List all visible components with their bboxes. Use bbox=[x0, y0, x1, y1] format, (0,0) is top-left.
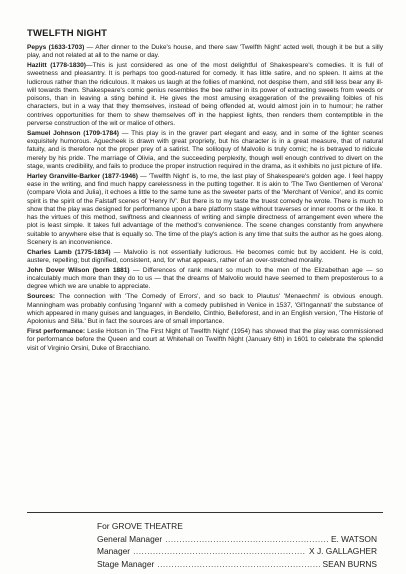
quote-hazlitt bbox=[27, 62, 383, 128]
quote-author: Harley Granville-Barker (1877-1946) bbox=[27, 172, 138, 180]
quote-text: —This is just considered as one of the most delightful of Shakespeare's comedies. It is full of sweetness and pleasantry. It is perhaps too good-natured for comedy. It has little satire, and no spleen. It aims at the ludicrous rather than the ridiculous. It makes us laugh at the follies of mankind, not despise them, and still less bear any ill-will towards them. Shakespeare's comic genius resembles the bee rather in its power of extracting sweets from weeds or poisons, than in leaving a sting behind it. He gives the most amusing exaggeration of the prevailing foibles of his characters, but in a way that they themselves, instead of being offended at, would almost join in to humour; he rather contrives opportunities for them to shew themselves off in the happiest lights, then renders them contemptible in the perverse construction of the wit or malice of others. bbox=[27, 62, 383, 127]
credit-row-stage-manager bbox=[97, 558, 377, 571]
leader-dots bbox=[133, 545, 306, 558]
credits-heading: For GROVE THEATRE bbox=[97, 521, 183, 531]
credit-role: Manager bbox=[97, 546, 131, 557]
section-text: Leslie Hotson in 'The First Night of Twelfth Night' (1954) has showed that the play was commissioned for performance before the Queen and court at Whitehall on Twelfth Night (January 6th) in 1601 to celebrate the splendid visit of Virginio Orsini, Duke of Bracchiano. bbox=[27, 328, 383, 352]
page-title: TWELFTH NIGHT bbox=[27, 28, 108, 39]
quote-author: Charles Lamb (1775-1834) bbox=[27, 248, 111, 256]
section-label: First performance: bbox=[27, 328, 86, 336]
first-performance-note bbox=[27, 328, 383, 353]
quote-author: Hazlitt (1778-1830) bbox=[27, 62, 86, 70]
quote-dover-wilson bbox=[27, 267, 383, 292]
quote-lamb bbox=[27, 249, 383, 266]
divider bbox=[27, 512, 383, 513]
leader-dots bbox=[165, 533, 328, 546]
credit-row-general-manager bbox=[97, 533, 377, 546]
credit-name: X J. GALLAGHER bbox=[309, 546, 377, 557]
quote-text: — 'Twelfth Night' is, to me, the last play of Shakespeare's golden age. I feel happy ease in the writing, and find much happy carelessness in the putting together. It is akin to 'The Two Gentlemen of Verona' (compare Viola and Julia), it echoes a little to the same tune as the sweeter parts of the 'Merchant of Venice', and its comic spirit is the spirit of the Falstaff scenes of 'Henry IV'. But there is to my taste the truest comedy he wrote. There is much to show that the play was designed for performance upon a bare platform stage without traverses or inner rooms or the like. It has the virtues of this method, swiftness and cleanness of writing and simple directness of arrangement even where the plot is least simple. It takes full advantage of the method's convenience. The scene changes constantly from anywhere suitable to anywhere else that is equally so. The time of the play's action is any time that suits the author as he goes along. Scenery is an inconvenience. bbox=[27, 172, 383, 246]
quote-text: — This play is in the graver part elegant and easy, and in some of the lighter scenes exquisitely humorous. Aguecheek is drawn with great propriety, but his character is in a great measure, that of natural fatuity, and is therefore not the proper prey of a satirist. The soliloquy of Malvolio is truly comic; he is betrayed to ridicule merely by his pride. The marriage of Olivia, and the succeeding perplexity, though well enough contrived to divert on the stage, wants credibility, and fails to produce the proper instruction required in the drama, as it exhibits no just picture of life. bbox=[27, 129, 383, 170]
section-label: Sources: bbox=[27, 293, 56, 301]
quote-text: — After dinner to the Duke's house, and there saw 'Twelfth Night' acted well, though it be but a silly play, and not related at all to the name or day. bbox=[27, 44, 383, 60]
credit-role: General Manager bbox=[97, 533, 163, 544]
leader-dots bbox=[157, 558, 319, 571]
section-text: The connection with 'The Comedy of Errors', and so back to Plautus' 'Menaechmi' is obvious enough. Manningham was probably confusing 'Inganni' with a comedy published in Venice in 1537, 'Gl'Ingannati' the substance of which appeared in many guises and languages, in Bendello, Cinthio, Belleforest, and in an English version, 'The Historie of Apolonius and Silla.' But in fact the sources are of small importance. bbox=[27, 293, 383, 326]
theatre-credits bbox=[97, 520, 377, 570]
credit-name: E. WATSON bbox=[330, 533, 377, 544]
quote-text: — Malvolio is not essentially ludicrous. He becomes comic but by accident. He is cold, austere, repelling; but dignified, consistent, and, for what appears, rather of an over-stretched morality. bbox=[27, 248, 383, 264]
credit-name: SEAN BURNS bbox=[322, 558, 377, 569]
article bbox=[27, 28, 383, 355]
quote-author: Samuel Johnson (1709-1784) bbox=[27, 129, 119, 137]
quote-johnson bbox=[27, 130, 383, 171]
quote-author: John Dover Wilson (born 1881) bbox=[27, 266, 130, 274]
quote-text: — Differences of rank meant so much to the men of the Elizabethan age — so incalculably much more than they do to us — that the dreams of Malvolio would have seemed to them preposterous to a degree which we are unable to appreciate. bbox=[27, 266, 383, 291]
credit-role: Stage Manager bbox=[97, 558, 155, 569]
quote-pepys bbox=[27, 44, 383, 61]
sources-note bbox=[27, 293, 383, 326]
quote-author: Pepys (1633-1703) bbox=[27, 44, 85, 51]
quote-granville-barker bbox=[27, 173, 383, 247]
credit-row-manager bbox=[97, 545, 377, 558]
